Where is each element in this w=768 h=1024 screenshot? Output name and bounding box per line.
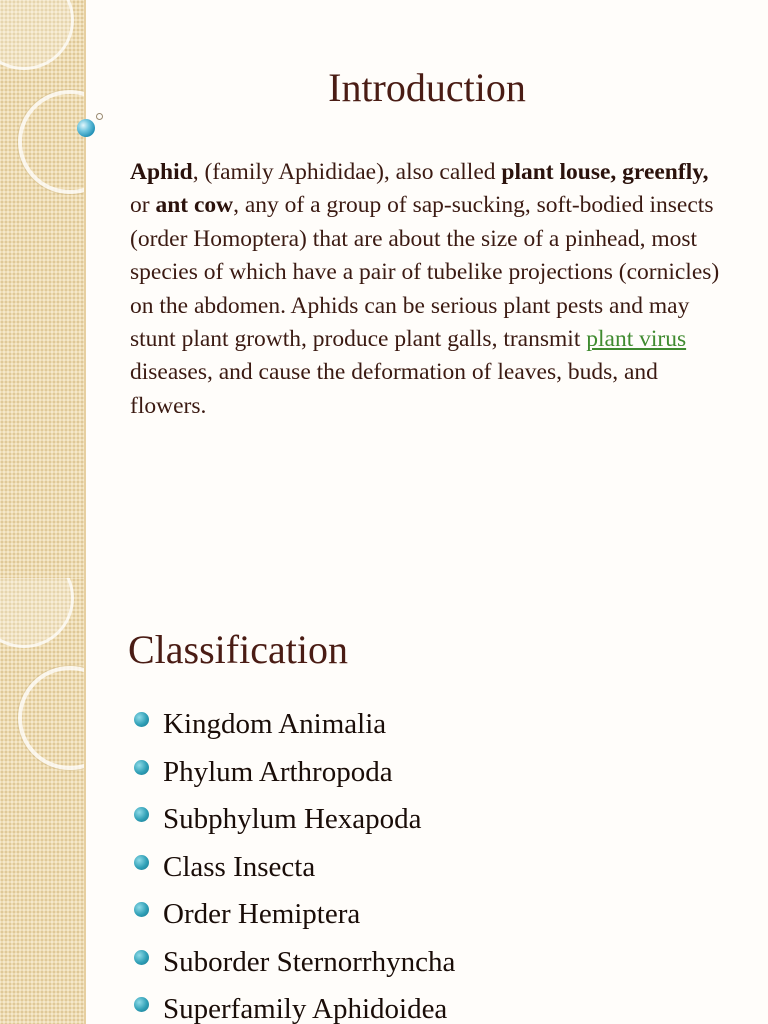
decorative-disc [0, 0, 74, 70]
bullet-icon [134, 902, 149, 917]
list-item [132, 702, 455, 750]
slide-classification [0, 578, 768, 1024]
decorative-ring [18, 666, 84, 770]
bullet-icon [134, 950, 149, 965]
list-item [132, 750, 455, 798]
bullet-icon [134, 997, 149, 1012]
strip-edge [84, 578, 86, 1024]
list-item-label: Class Insecta [163, 850, 316, 883]
list-item-label: Phylum Arthropoda [163, 755, 393, 788]
decorative-side-strip [0, 578, 84, 1024]
paragraph-text: diseases, and cause the deformation of leaves, buds, and flowers. [130, 359, 658, 419]
list-item [132, 845, 455, 893]
small-ring-dot [96, 113, 103, 120]
slide-title: Introduction [328, 65, 526, 110]
list-item-label: Subphylum Hexapoda [163, 803, 422, 835]
list-item-label: Suborder Sternorrhyncha [163, 945, 456, 978]
bullet-icon [134, 760, 149, 775]
list-item [132, 987, 455, 1024]
plant-virus-link[interactable]: plant virus [586, 326, 687, 353]
decorative-ring [18, 90, 84, 194]
bullet-icon [134, 807, 149, 822]
list-item-label: Order Hemiptera [163, 898, 361, 930]
decorative-side-strip [0, 0, 84, 578]
list-item [132, 797, 455, 845]
term-ant-cow: ant cow [155, 192, 234, 219]
decorative-disc [0, 578, 74, 648]
bullet-icon [134, 712, 149, 727]
blue-bead-icon [77, 119, 95, 137]
paragraph-text: , (family Aphididae), also called [192, 159, 502, 185]
paragraph-text: or [130, 192, 156, 219]
term-aphid: Aphid [130, 159, 193, 185]
list-item [132, 940, 455, 988]
list-item-label: Kingdom Animalia [163, 708, 387, 740]
intro-paragraph [130, 156, 732, 423]
list-item-label: Superfamily Aphidoidea [163, 993, 448, 1024]
classification-list [132, 702, 455, 1024]
slide-title: Classification [128, 627, 348, 672]
bullet-icon [134, 855, 149, 870]
paragraph-text: , any of a group of sap-sucking, soft-bodied insects (order Homoptera) that are about the size of a pinhead, most species of which have a pair of tubelike projections (cornicles) on the abdomen. Aphids can be serious plant pests and may stunt plant growth, produce plant galls, transmit [130, 192, 720, 353]
list-item [132, 892, 455, 940]
term-plant-louse: plant louse, greenfly, [501, 159, 709, 185]
